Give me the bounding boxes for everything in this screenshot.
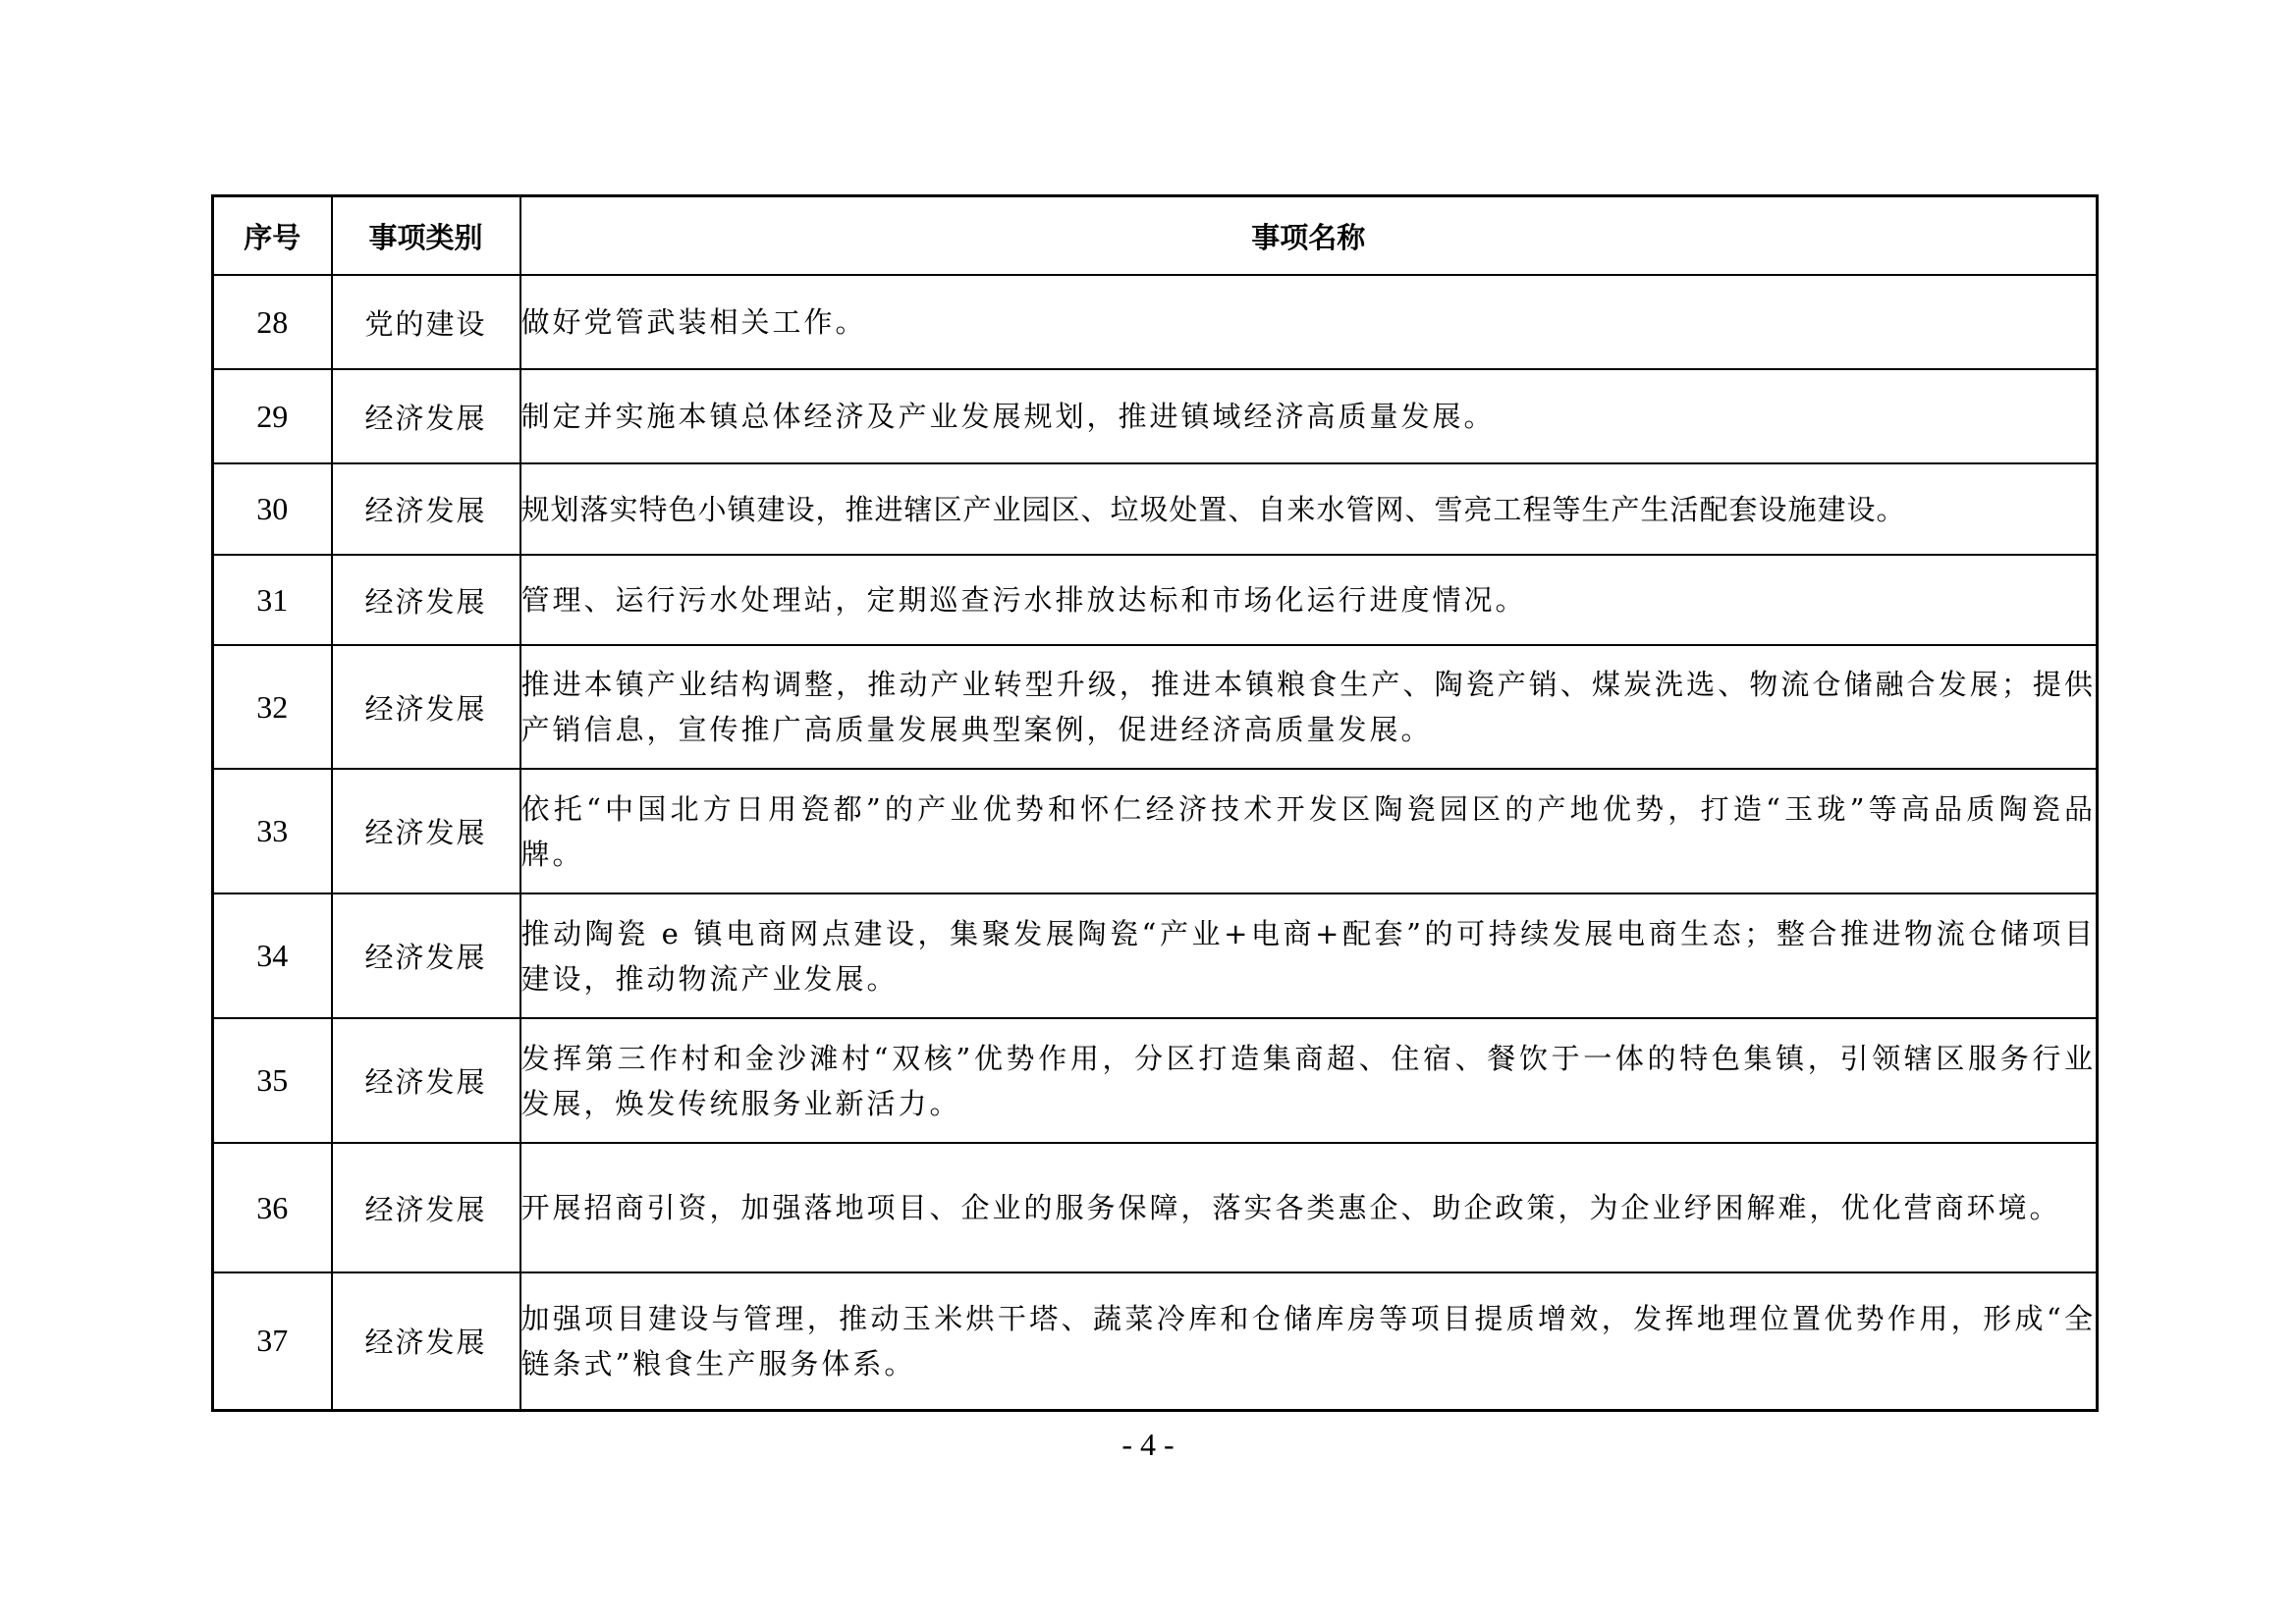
row-category: 党的建设 bbox=[332, 275, 520, 369]
table-header-row bbox=[213, 196, 2098, 276]
row-category: 经济发展 bbox=[332, 769, 520, 893]
row-number: 28 bbox=[213, 275, 332, 369]
row-name: 做好党管武装相关工作。 bbox=[520, 275, 2098, 369]
row-category: 经济发展 bbox=[332, 463, 520, 555]
row-category: 经济发展 bbox=[332, 645, 520, 769]
table-row bbox=[213, 645, 2098, 769]
table-row bbox=[213, 369, 2098, 463]
table-row bbox=[213, 1018, 2098, 1143]
row-number: 35 bbox=[213, 1018, 332, 1143]
row-number: 37 bbox=[213, 1272, 332, 1410]
row-number: 29 bbox=[213, 369, 332, 463]
table-row bbox=[213, 769, 2098, 893]
row-number: 30 bbox=[213, 463, 332, 555]
row-name: 推进本镇产业结构调整，推动产业转型升级，推进本镇粮食生产、陶瓷产销、煤炭洗选、物流仓储融合发展；提供产销信息，宣传推广高质量发展典型案例，促进经济高质量发展。 bbox=[520, 645, 2098, 769]
row-category: 经济发展 bbox=[332, 1272, 520, 1410]
header-number: 序号 bbox=[213, 196, 332, 276]
row-category: 经济发展 bbox=[332, 555, 520, 645]
row-category: 经济发展 bbox=[332, 369, 520, 463]
row-number: 34 bbox=[213, 893, 332, 1018]
row-category: 经济发展 bbox=[332, 1018, 520, 1143]
row-category: 经济发展 bbox=[332, 893, 520, 1018]
page-number: - 4 - bbox=[1121, 1427, 1175, 1462]
row-name: 推动陶瓷 e 镇电商网点建设，集聚发展陶瓷“产业+电商+配套”的可持续发展电商生态；整合推进物流仓储项目建设，推动物流产业发展。 bbox=[520, 893, 2098, 1018]
table-row bbox=[213, 555, 2098, 645]
row-number: 31 bbox=[213, 555, 332, 645]
header-name: 事项名称 bbox=[520, 196, 2098, 276]
row-name: 依托“中国北方日用瓷都”的产业优势和怀仁经济技术开发区陶瓷园区的产地优势，打造“玉珑”等高品质陶瓷品牌。 bbox=[520, 769, 2098, 893]
row-name: 开展招商引资，加强落地项目、企业的服务保障，落实各类惠企、助企政策，为企业纾困解难，优化营商环境。 bbox=[520, 1143, 2098, 1272]
row-number: 33 bbox=[213, 769, 332, 893]
table-row bbox=[213, 463, 2098, 555]
row-name: 制定并实施本镇总体经济及产业发展规划，推进镇域经济高质量发展。 bbox=[520, 369, 2098, 463]
table-row bbox=[213, 1143, 2098, 1272]
header-category: 事项类别 bbox=[332, 196, 520, 276]
row-number: 36 bbox=[213, 1143, 332, 1272]
matters-table bbox=[211, 194, 2099, 1412]
table-row bbox=[213, 1272, 2098, 1410]
row-name: 管理、运行污水处理站，定期巡查污水排放达标和市场化运行进度情况。 bbox=[520, 555, 2098, 645]
row-number: 32 bbox=[213, 645, 332, 769]
table-row bbox=[213, 275, 2098, 369]
table-row bbox=[213, 893, 2098, 1018]
row-name: 加强项目建设与管理，推动玉米烘干塔、蔬菜冷库和仓储库房等项目提质增效，发挥地理位置优势作用，形成“全链条式”粮食生产服务体系。 bbox=[520, 1272, 2098, 1410]
row-name: 规划落实特色小镇建设，推进辖区产业园区、垃圾处置、自来水管网、雪亮工程等生产生活配套设施建设。 bbox=[520, 463, 2098, 555]
row-name: 发挥第三作村和金沙滩村“双核”优势作用，分区打造集商超、住宿、餐饮于一体的特色集镇，引领辖区服务行业发展，焕发传统服务业新活力。 bbox=[520, 1018, 2098, 1143]
row-category: 经济发展 bbox=[332, 1143, 520, 1272]
